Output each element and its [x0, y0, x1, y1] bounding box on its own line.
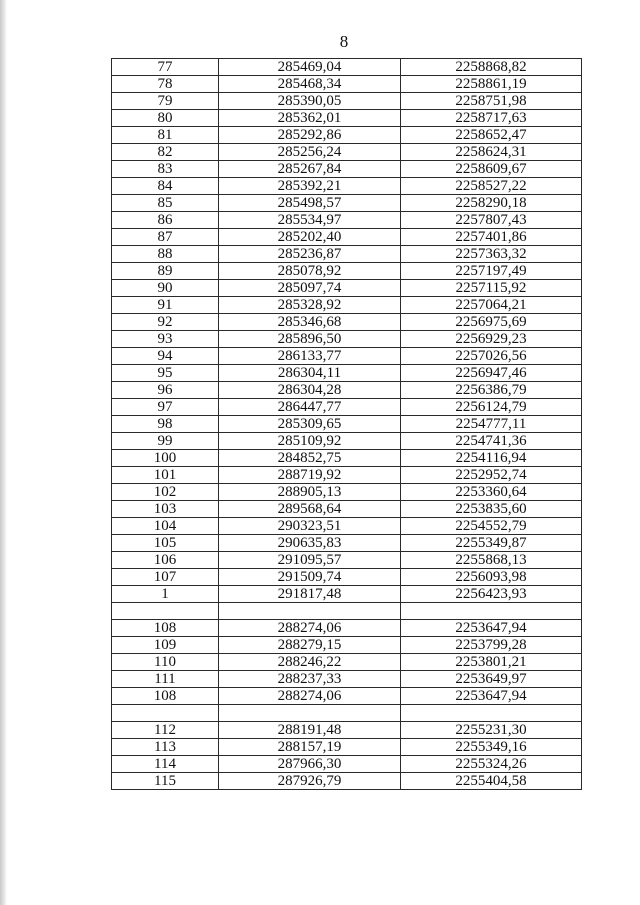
table-row: [112, 552, 582, 569]
y-coordinate-cell: 2255404,58: [401, 773, 582, 790]
table-row: [112, 501, 582, 518]
y-coordinate-cell: 2258717,63: [401, 110, 582, 127]
table-row: [112, 416, 582, 433]
table-row: [112, 280, 582, 297]
x-coordinate-cell: 288274,06: [219, 620, 401, 637]
point-number-cell: 101: [112, 467, 219, 484]
table-row: [112, 722, 582, 739]
point-number-cell: 112: [112, 722, 219, 739]
y-coordinate-cell: 2253801,21: [401, 654, 582, 671]
x-coordinate-cell: 285309,65: [219, 416, 401, 433]
table-row: [112, 654, 582, 671]
x-coordinate-cell: 291509,74: [219, 569, 401, 586]
table-row: [112, 586, 582, 603]
y-coordinate-cell: 2257807,43: [401, 212, 582, 229]
y-coordinate-cell: 2254777,11: [401, 416, 582, 433]
x-coordinate-cell: 288274,06: [219, 688, 401, 705]
table-row: [112, 127, 582, 144]
x-coordinate-cell: 285328,92: [219, 297, 401, 314]
y-coordinate-cell: 2256093,98: [401, 569, 582, 586]
point-number-cell: 89: [112, 263, 219, 280]
coordinates-table: [111, 58, 582, 790]
coordinates-table-body: [112, 59, 582, 790]
y-coordinate-cell: 2253360,64: [401, 484, 582, 501]
point-number-cell: [112, 603, 219, 620]
x-coordinate-cell: 285468,34: [219, 76, 401, 93]
point-number-cell: 78: [112, 76, 219, 93]
x-coordinate-cell: 286304,28: [219, 382, 401, 399]
point-number-cell: 94: [112, 348, 219, 365]
table-row: [112, 569, 582, 586]
table-row: [112, 671, 582, 688]
y-coordinate-cell: 2258609,67: [401, 161, 582, 178]
y-coordinate-cell: [401, 603, 582, 620]
x-coordinate-cell: 285292,86: [219, 127, 401, 144]
x-coordinate-cell: 290635,83: [219, 535, 401, 552]
point-number-cell: 103: [112, 501, 219, 518]
y-coordinate-cell: 2256423,93: [401, 586, 582, 603]
x-coordinate-cell: 286304,11: [219, 365, 401, 382]
table-row: [112, 229, 582, 246]
point-number-cell: 97: [112, 399, 219, 416]
x-coordinate-cell: 285109,92: [219, 433, 401, 450]
separator-row: [112, 705, 582, 722]
point-number-cell: [112, 705, 219, 722]
point-number-cell: 92: [112, 314, 219, 331]
point-number-cell: 1: [112, 586, 219, 603]
y-coordinate-cell: 2256929,23: [401, 331, 582, 348]
y-coordinate-cell: 2253649,97: [401, 671, 582, 688]
table-row: [112, 212, 582, 229]
x-coordinate-cell: 285236,87: [219, 246, 401, 263]
point-number-cell: 86: [112, 212, 219, 229]
x-coordinate-cell: 285534,97: [219, 212, 401, 229]
y-coordinate-cell: 2257026,56: [401, 348, 582, 365]
point-number-cell: 108: [112, 688, 219, 705]
y-coordinate-cell: 2255868,13: [401, 552, 582, 569]
point-number-cell: 77: [112, 59, 219, 76]
table-row: [112, 433, 582, 450]
y-coordinate-cell: 2255349,87: [401, 535, 582, 552]
x-coordinate-cell: 288157,19: [219, 739, 401, 756]
point-number-cell: 106: [112, 552, 219, 569]
x-coordinate-cell: 288905,13: [219, 484, 401, 501]
table-row: [112, 773, 582, 790]
point-number-cell: 111: [112, 671, 219, 688]
x-coordinate-cell: [219, 603, 401, 620]
y-coordinate-cell: 2255349,16: [401, 739, 582, 756]
x-coordinate-cell: 288279,15: [219, 637, 401, 654]
separator-row: [112, 603, 582, 620]
table-row: [112, 382, 582, 399]
table-row: [112, 246, 582, 263]
table-row: [112, 110, 582, 127]
table-row: [112, 688, 582, 705]
table-row: [112, 178, 582, 195]
x-coordinate-cell: 288237,33: [219, 671, 401, 688]
table-row: [112, 365, 582, 382]
x-coordinate-cell: 285346,68: [219, 314, 401, 331]
y-coordinate-cell: 2256947,46: [401, 365, 582, 382]
x-coordinate-cell: 285256,24: [219, 144, 401, 161]
point-number-cell: 104: [112, 518, 219, 535]
table-row: [112, 399, 582, 416]
y-coordinate-cell: 2258868,82: [401, 59, 582, 76]
y-coordinate-cell: 2255231,30: [401, 722, 582, 739]
table-row: [112, 620, 582, 637]
x-coordinate-cell: 288719,92: [219, 467, 401, 484]
y-coordinate-cell: 2254116,94: [401, 450, 582, 467]
y-coordinate-cell: 2258290,18: [401, 195, 582, 212]
table-row: [112, 195, 582, 212]
page-number: 8: [339, 32, 349, 51]
x-coordinate-cell: 287966,30: [219, 756, 401, 773]
y-coordinate-cell: 2253647,94: [401, 688, 582, 705]
x-coordinate-cell: 288246,22: [219, 654, 401, 671]
point-number-cell: 81: [112, 127, 219, 144]
y-coordinate-cell: 2256386,79: [401, 382, 582, 399]
table-row: [112, 739, 582, 756]
y-coordinate-cell: 2257363,32: [401, 246, 582, 263]
y-coordinate-cell: 2257064,21: [401, 297, 582, 314]
y-coordinate-cell: 2258652,47: [401, 127, 582, 144]
point-number-cell: 85: [112, 195, 219, 212]
y-coordinate-cell: 2254552,79: [401, 518, 582, 535]
point-number-cell: 105: [112, 535, 219, 552]
y-coordinate-cell: 2253835,60: [401, 501, 582, 518]
point-number-cell: 95: [112, 365, 219, 382]
point-number-cell: 91: [112, 297, 219, 314]
point-number-cell: 79: [112, 93, 219, 110]
table-row: [112, 535, 582, 552]
y-coordinate-cell: 2258527,22: [401, 178, 582, 195]
x-coordinate-cell: 290323,51: [219, 518, 401, 535]
table-row: [112, 467, 582, 484]
x-coordinate-cell: 285078,92: [219, 263, 401, 280]
x-coordinate-cell: 285392,21: [219, 178, 401, 195]
x-coordinate-cell: 285469,04: [219, 59, 401, 76]
point-number-cell: 114: [112, 756, 219, 773]
table-row: [112, 331, 582, 348]
x-coordinate-cell: 287926,79: [219, 773, 401, 790]
table-row: [112, 144, 582, 161]
x-coordinate-cell: 285267,84: [219, 161, 401, 178]
x-coordinate-cell: 284852,75: [219, 450, 401, 467]
y-coordinate-cell: 2257115,92: [401, 280, 582, 297]
y-coordinate-cell: 2257197,49: [401, 263, 582, 280]
table-row: [112, 450, 582, 467]
point-number-cell: 96: [112, 382, 219, 399]
point-number-cell: 93: [112, 331, 219, 348]
point-number-cell: 90: [112, 280, 219, 297]
y-coordinate-cell: 2257401,86: [401, 229, 582, 246]
y-coordinate-cell: 2255324,26: [401, 756, 582, 773]
x-coordinate-cell: 285362,01: [219, 110, 401, 127]
x-coordinate-cell: 286447,77: [219, 399, 401, 416]
x-coordinate-cell: 285390,05: [219, 93, 401, 110]
point-number-cell: 88: [112, 246, 219, 263]
point-number-cell: 80: [112, 110, 219, 127]
point-number-cell: 83: [112, 161, 219, 178]
y-coordinate-cell: 2254741,36: [401, 433, 582, 450]
point-number-cell: 102: [112, 484, 219, 501]
table-row: [112, 484, 582, 501]
point-number-cell: 98: [112, 416, 219, 433]
x-coordinate-cell: 291817,48: [219, 586, 401, 603]
x-coordinate-cell: 291095,57: [219, 552, 401, 569]
page-edge-shadow: [0, 0, 7, 905]
table-row: [112, 314, 582, 331]
y-coordinate-cell: 2252952,74: [401, 467, 582, 484]
table-row: [112, 59, 582, 76]
y-coordinate-cell: 2258624,31: [401, 144, 582, 161]
point-number-cell: 99: [112, 433, 219, 450]
y-coordinate-cell: 2258751,98: [401, 93, 582, 110]
y-coordinate-cell: 2256124,79: [401, 399, 582, 416]
x-coordinate-cell: 286133,77: [219, 348, 401, 365]
y-coordinate-cell: 2253647,94: [401, 620, 582, 637]
y-coordinate-cell: 2258861,19: [401, 76, 582, 93]
table-row: [112, 263, 582, 280]
table-row: [112, 518, 582, 535]
point-number-cell: 108: [112, 620, 219, 637]
y-coordinate-cell: 2253799,28: [401, 637, 582, 654]
table-row: [112, 93, 582, 110]
point-number-cell: 109: [112, 637, 219, 654]
table-row: [112, 348, 582, 365]
point-number-cell: 107: [112, 569, 219, 586]
point-number-cell: 82: [112, 144, 219, 161]
x-coordinate-cell: 285498,57: [219, 195, 401, 212]
table-row: [112, 297, 582, 314]
table-row: [112, 161, 582, 178]
point-number-cell: 84: [112, 178, 219, 195]
table-row: [112, 76, 582, 93]
y-coordinate-cell: [401, 705, 582, 722]
table-row: [112, 756, 582, 773]
point-number-cell: 100: [112, 450, 219, 467]
x-coordinate-cell: 289568,64: [219, 501, 401, 518]
x-coordinate-cell: [219, 705, 401, 722]
x-coordinate-cell: 285202,40: [219, 229, 401, 246]
point-number-cell: 113: [112, 739, 219, 756]
point-number-cell: 115: [112, 773, 219, 790]
x-coordinate-cell: 285097,74: [219, 280, 401, 297]
y-coordinate-cell: 2256975,69: [401, 314, 582, 331]
x-coordinate-cell: 288191,48: [219, 722, 401, 739]
point-number-cell: 87: [112, 229, 219, 246]
x-coordinate-cell: 285896,50: [219, 331, 401, 348]
point-number-cell: 110: [112, 654, 219, 671]
table-row: [112, 637, 582, 654]
